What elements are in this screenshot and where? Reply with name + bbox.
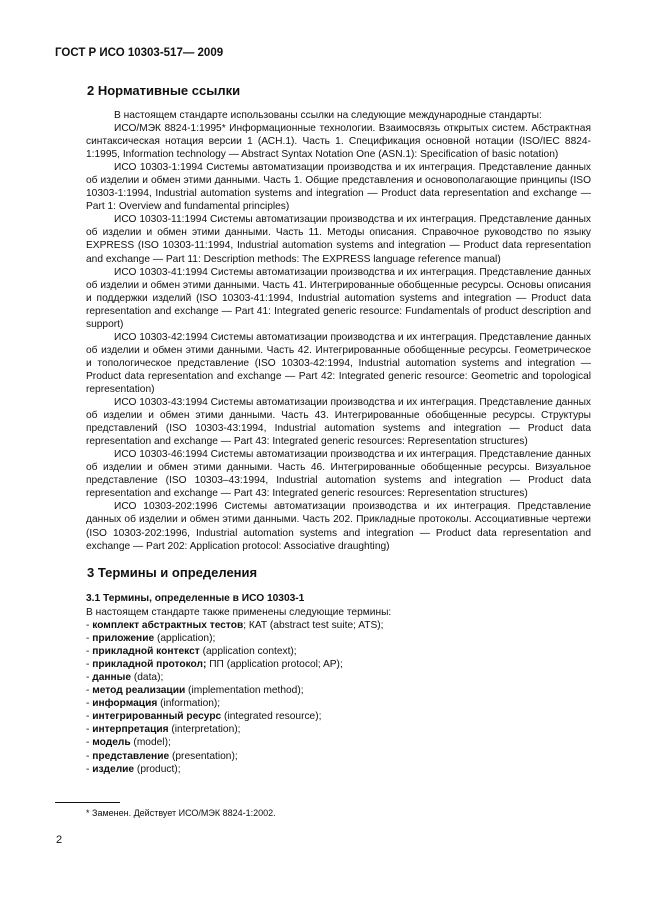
- section-2-intro: В настоящем стандарте использованы ссылки на следующие международные стандарты:: [114, 110, 542, 121]
- term-name: модель: [92, 737, 131, 749]
- reference-item: ИСО 10303-46:1994 Системы автоматизации производства и их интеграция. Представление данных об изделии и обмен этими данными. Часть 46. Интегрированные обобщенные ресурсы. Визуальное представление (ISO 10303–43:1994, Industrial automation systems and integration — Product data representation and exchange — Part 43: Integrated generic resources: Representation structures): [86, 449, 591, 500]
- terms-intro: В настоящем стандарте также применены следующие термины:: [86, 607, 392, 618]
- term-name: прикладной протокол;: [92, 659, 207, 671]
- term-item: - изделие (product);: [86, 763, 181, 775]
- term-item: - представление (presentation);: [86, 750, 238, 762]
- term-item: - данные (data);: [86, 672, 164, 684]
- reference-item: ИСО 10303-42:1994 Системы автоматизации производства и их интеграция. Представление данных об изделии и обмен этими данными. Часть 42. Интегрированные обобщенные ресурсы. Геометрическое и топологическое представление (ISO 10303-42:1994, Industrial automation systems and integration — Product data representation and exchange — Part 42: Integrated generic resource: Geometric and topological representation): [86, 331, 591, 395]
- term-desc: (product);: [134, 763, 181, 775]
- term-desc: (data);: [131, 672, 164, 684]
- footnote-divider: [55, 802, 120, 803]
- term-name: интегрированный ресурс: [92, 711, 222, 723]
- reference-item: ИСО 10303-43:1994 Системы автоматизации производства и их интеграция. Представление данных об изделии и обмен этими данными. Часть 43. Интегрированные обобщенные ресурсы. Структуры представлений (ISO 10303-43:1994, Industrial automation systems and integration — Product data representation and exchange — Part 43: Integrated generic resources: Representation structures): [86, 397, 591, 448]
- term-desc: (model);: [130, 737, 171, 749]
- reference-item: ИСО 10303-202:1996 Системы автоматизации производства и их интеграция. Представление данных об изделии и обмен этими данными. Часть 202. Прикладные протоколы. Ассоциативные чертежи (ISO 10303-202:1996, Industrial automation systems and integration — Product data representation and exchange — Part 202: Application protocol: Associative draughting): [86, 501, 591, 552]
- term-name: представление: [92, 750, 170, 762]
- term-name: изделие: [92, 763, 135, 775]
- term-name: данные: [92, 672, 132, 684]
- section-3-title: 3 Термины и определения: [87, 565, 258, 580]
- term-desc: (implementation method);: [185, 685, 304, 697]
- reference-item: ИСО 10303-11:1994 Системы автоматизации производства и их интеграция. Представление данных об изделии и обмен этими данными. Часть 11. Методы описания. Справочное руководство по языку EXPRESS (ISO 10303-11:1994, Industrial automation systems and integration — Product data representation and exchange — Part 11: Description methods: The EXPRESS language reference manual): [86, 214, 591, 265]
- term-item: - прикладной контекст (application context);: [86, 646, 297, 658]
- term-desc: (application);: [154, 633, 216, 645]
- term-item: - интегрированный ресурс (integrated resource);: [86, 711, 322, 723]
- term-desc: (application context);: [199, 646, 297, 658]
- term-name: приложение: [92, 633, 155, 645]
- term-name: информация: [92, 698, 158, 710]
- term-desc: ПП (application protocol; AP);: [206, 659, 343, 671]
- term-item: - модель (model);: [86, 737, 171, 749]
- term-desc: (integrated resource);: [221, 711, 322, 723]
- term-item: - прикладной протокол; ПП (application protocol; AP);: [86, 659, 343, 671]
- terms-list: [86, 606, 591, 776]
- reference-item: ИСО 10303-1:1994 Системы автоматизации производства и их интеграция. Представление данных об изделии и обмен этими данными. Часть 1. Общие представления и основополагающие принципы (ISO 10303-1:1994, Industrial automation systems and integration — Product data representation and exchange — Part 1: Overview and fundamental principles): [86, 162, 591, 213]
- term-desc: (information);: [157, 698, 221, 710]
- term-item: - информация (information);: [86, 698, 221, 710]
- section-2-body: [86, 109, 591, 553]
- footnote: * Заменен. Действует ИСО/МЭК 8824-1:2002.: [86, 808, 276, 818]
- term-name: метод реализации: [92, 685, 186, 697]
- page-number: 2: [56, 834, 63, 846]
- page-header: ГОСТ Р ИСО 10303-517— 2009: [55, 47, 224, 59]
- section-2-title: 2 Нормативные ссылки: [87, 83, 241, 98]
- reference-item: ИСО/МЭК 8824-1:1995* Информационные технологии. Взаимосвязь открытых систем. Абстрактная синтаксическая нотация версии 1 (АСН.1). Часть 1. Спецификация основной нотации (ISO/IEC 8824-1:1995, Information technology — Abstract Syntax Notation One (ASN.1): Specification of basic notation): [86, 123, 591, 161]
- term-item: - комплект абстрактных тестов; КАТ (abstract test suite; ATS);: [86, 620, 384, 632]
- term-item: - метод реализации (implementation method);: [86, 685, 304, 697]
- term-name: прикладной контекст: [92, 646, 200, 658]
- term-name: интерпретация: [92, 724, 169, 736]
- subsection-3-1-title: 3.1 Термины, определенные в ИСО 10303-1: [86, 593, 305, 604]
- term-name: комплект абстрактных тестов: [92, 620, 244, 632]
- term-desc: (presentation);: [169, 750, 238, 762]
- term-desc: (interpretation);: [168, 724, 241, 736]
- term-item: - интерпретация (interpretation);: [86, 724, 241, 736]
- term-item: - приложение (application);: [86, 633, 216, 645]
- term-desc: ; КАТ (abstract test suite; ATS);: [243, 620, 384, 632]
- reference-item: ИСО 10303-41:1994 Системы автоматизации производства и их интеграция. Представление данных об изделии и обмен этими данными. Часть 41. Интегрированные обобщенные ресурсы. Основы описания и поддержки изделий (ISO 10303-41:1994, Industrial automation systems and integration — Product data representation and exchange — Part 41: Integrated generic resource: Fundamentals of product description and support): [86, 266, 591, 330]
